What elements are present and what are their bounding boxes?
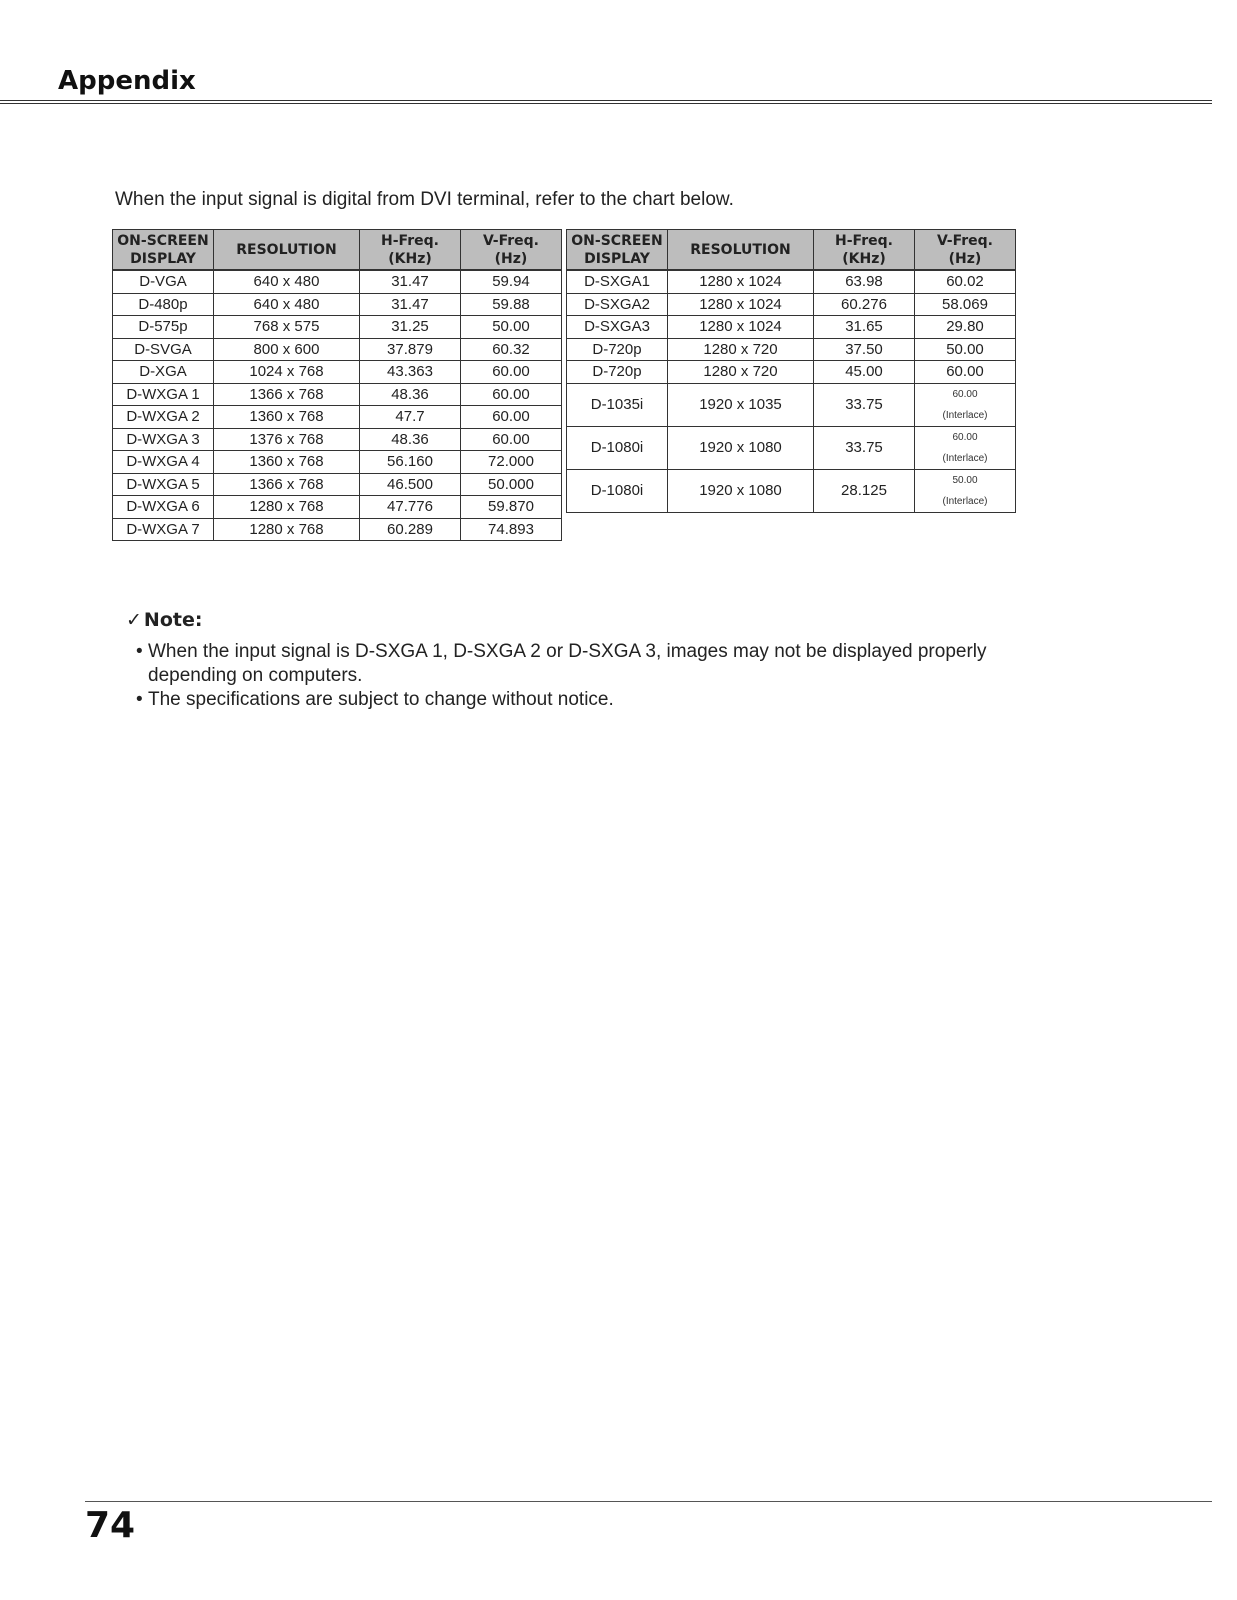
cell-v-freq: 60.00 (Interlace) xyxy=(915,426,1016,469)
table-row xyxy=(113,451,562,474)
cell-h-freq: 31.47 xyxy=(360,270,461,293)
cell-h-freq: 37.50 xyxy=(814,338,915,361)
cell-v-freq: 59.88 xyxy=(461,293,562,316)
header-v-freq: V-Freq. (Hz) xyxy=(461,230,562,271)
cell-resolution: 1280 x 1024 xyxy=(668,316,814,339)
cell-resolution: 1366 x 768 xyxy=(214,383,360,406)
table-header-row xyxy=(113,230,562,271)
cell-v-freq: 59.94 xyxy=(461,270,562,293)
cell-display: D-VGA xyxy=(113,270,214,293)
cell-h-freq: 47.776 xyxy=(360,496,461,519)
cell-h-freq: 31.47 xyxy=(360,293,461,316)
cell-h-freq: 33.75 xyxy=(814,383,915,426)
cell-display: D-SXGA3 xyxy=(567,316,668,339)
header-on-screen-display: ON-SCREEN DISPLAY xyxy=(113,230,214,271)
cell-v-freq: 72.000 xyxy=(461,451,562,474)
cell-display: D-WXGA 4 xyxy=(113,451,214,474)
note-item: • When the input signal is D-SXGA 1, D-SXGA 2 or D-SXGA 3, images may not be displayed properly depending on computers. xyxy=(136,640,1036,688)
cell-display: D-480p xyxy=(113,293,214,316)
table-row xyxy=(113,428,562,451)
cell-resolution: 1360 x 768 xyxy=(214,406,360,429)
table-row xyxy=(567,469,1016,512)
cell-display: D-WXGA 5 xyxy=(113,473,214,496)
cell-v-freq: 60.00 xyxy=(461,428,562,451)
note-list xyxy=(136,640,1036,712)
cell-display: D-WXGA 3 xyxy=(113,428,214,451)
cell-h-freq: 31.65 xyxy=(814,316,915,339)
cell-display: D-WXGA 2 xyxy=(113,406,214,429)
table-row xyxy=(113,270,562,293)
cell-display: D-1080i xyxy=(567,469,668,512)
cell-display: D-WXGA 7 xyxy=(113,518,214,541)
cell-display: D-1035i xyxy=(567,383,668,426)
header-rule xyxy=(0,100,1212,104)
cell-resolution: 800 x 600 xyxy=(214,338,360,361)
cell-resolution: 1280 x 1024 xyxy=(668,293,814,316)
table-row xyxy=(113,361,562,384)
note-item: • The specifications are subject to change without notice. xyxy=(136,688,1036,712)
cell-display: D-SVGA xyxy=(113,338,214,361)
header-h-freq: H-Freq. (KHz) xyxy=(360,230,461,271)
cell-v-freq: 74.893 xyxy=(461,518,562,541)
cell-resolution: 1360 x 768 xyxy=(214,451,360,474)
cell-v-freq: 60.02 xyxy=(915,270,1016,293)
header-h-freq: H-Freq. (KHz) xyxy=(814,230,915,271)
header-v-freq: V-Freq. (Hz) xyxy=(915,230,1016,271)
table-row xyxy=(113,496,562,519)
cell-resolution: 1920 x 1080 xyxy=(668,426,814,469)
cell-h-freq: 37.879 xyxy=(360,338,461,361)
section-title: Appendix xyxy=(58,66,196,96)
cell-v-freq: 60.00 xyxy=(915,361,1016,384)
cell-resolution: 640 x 480 xyxy=(214,293,360,316)
cell-v-freq: 60.00 (Interlace) xyxy=(915,383,1016,426)
cell-h-freq: 60.289 xyxy=(360,518,461,541)
table-row xyxy=(113,406,562,429)
cell-h-freq: 63.98 xyxy=(814,270,915,293)
cell-h-freq: 33.75 xyxy=(814,426,915,469)
signal-table-right xyxy=(566,229,1016,513)
cell-display: D-720p xyxy=(567,338,668,361)
cell-resolution: 1920 x 1080 xyxy=(668,469,814,512)
cell-h-freq: 56.160 xyxy=(360,451,461,474)
cell-resolution: 1280 x 1024 xyxy=(668,270,814,293)
cell-v-freq: 60.00 xyxy=(461,406,562,429)
table-row xyxy=(567,338,1016,361)
table-row xyxy=(113,293,562,316)
table-row xyxy=(113,518,562,541)
cell-resolution: 768 x 575 xyxy=(214,316,360,339)
header-resolution: RESOLUTION xyxy=(668,230,814,271)
table-row xyxy=(567,270,1016,293)
checkmark-icon: ✓ xyxy=(126,609,142,631)
cell-resolution: 1024 x 768 xyxy=(214,361,360,384)
cell-resolution: 640 x 480 xyxy=(214,270,360,293)
cell-display: D-SXGA1 xyxy=(567,270,668,293)
cell-display: D-SXGA2 xyxy=(567,293,668,316)
cell-resolution: 1280 x 768 xyxy=(214,496,360,519)
cell-v-freq: 50.000 xyxy=(461,473,562,496)
cell-v-freq: 50.00 xyxy=(461,316,562,339)
cell-h-freq: 47.7 xyxy=(360,406,461,429)
signal-table-left xyxy=(112,229,562,541)
cell-resolution: 1280 x 720 xyxy=(668,338,814,361)
cell-display: D-1080i xyxy=(567,426,668,469)
cell-h-freq: 60.276 xyxy=(814,293,915,316)
table-row xyxy=(567,383,1016,426)
table-row xyxy=(567,361,1016,384)
intro-text: When the input signal is digital from DVI terminal, refer to the chart below. xyxy=(115,189,734,210)
cell-v-freq: 58.069 xyxy=(915,293,1016,316)
table-row xyxy=(567,316,1016,339)
header-on-screen-display: ON-SCREEN DISPLAY xyxy=(567,230,668,271)
cell-display: D-WXGA 1 xyxy=(113,383,214,406)
note-heading xyxy=(126,609,202,631)
cell-v-freq: 50.00 (Interlace) xyxy=(915,469,1016,512)
cell-display: D-XGA xyxy=(113,361,214,384)
cell-v-freq: 60.00 xyxy=(461,361,562,384)
page-number: 74 xyxy=(85,1505,136,1546)
cell-h-freq: 48.36 xyxy=(360,383,461,406)
table-row xyxy=(113,383,562,406)
table-row xyxy=(113,473,562,496)
cell-h-freq: 46.500 xyxy=(360,473,461,496)
table-row xyxy=(113,316,562,339)
cell-resolution: 1376 x 768 xyxy=(214,428,360,451)
cell-v-freq: 50.00 xyxy=(915,338,1016,361)
cell-h-freq: 45.00 xyxy=(814,361,915,384)
cell-resolution: 1920 x 1035 xyxy=(668,383,814,426)
cell-h-freq: 28.125 xyxy=(814,469,915,512)
cell-display: D-WXGA 6 xyxy=(113,496,214,519)
note-label: Note: xyxy=(143,609,203,631)
cell-v-freq: 60.00 xyxy=(461,383,562,406)
table-row xyxy=(113,338,562,361)
cell-display: D-720p xyxy=(567,361,668,384)
table-row xyxy=(567,426,1016,469)
cell-h-freq: 43.363 xyxy=(360,361,461,384)
table-row xyxy=(567,293,1016,316)
cell-resolution: 1280 x 720 xyxy=(668,361,814,384)
cell-h-freq: 31.25 xyxy=(360,316,461,339)
footer-rule xyxy=(85,1501,1212,1502)
cell-h-freq: 48.36 xyxy=(360,428,461,451)
cell-v-freq: 29.80 xyxy=(915,316,1016,339)
cell-resolution: 1280 x 768 xyxy=(214,518,360,541)
header-resolution: RESOLUTION xyxy=(214,230,360,271)
cell-display: D-575p xyxy=(113,316,214,339)
table-header-row xyxy=(567,230,1016,271)
cell-resolution: 1366 x 768 xyxy=(214,473,360,496)
cell-v-freq: 60.32 xyxy=(461,338,562,361)
cell-v-freq: 59.870 xyxy=(461,496,562,519)
